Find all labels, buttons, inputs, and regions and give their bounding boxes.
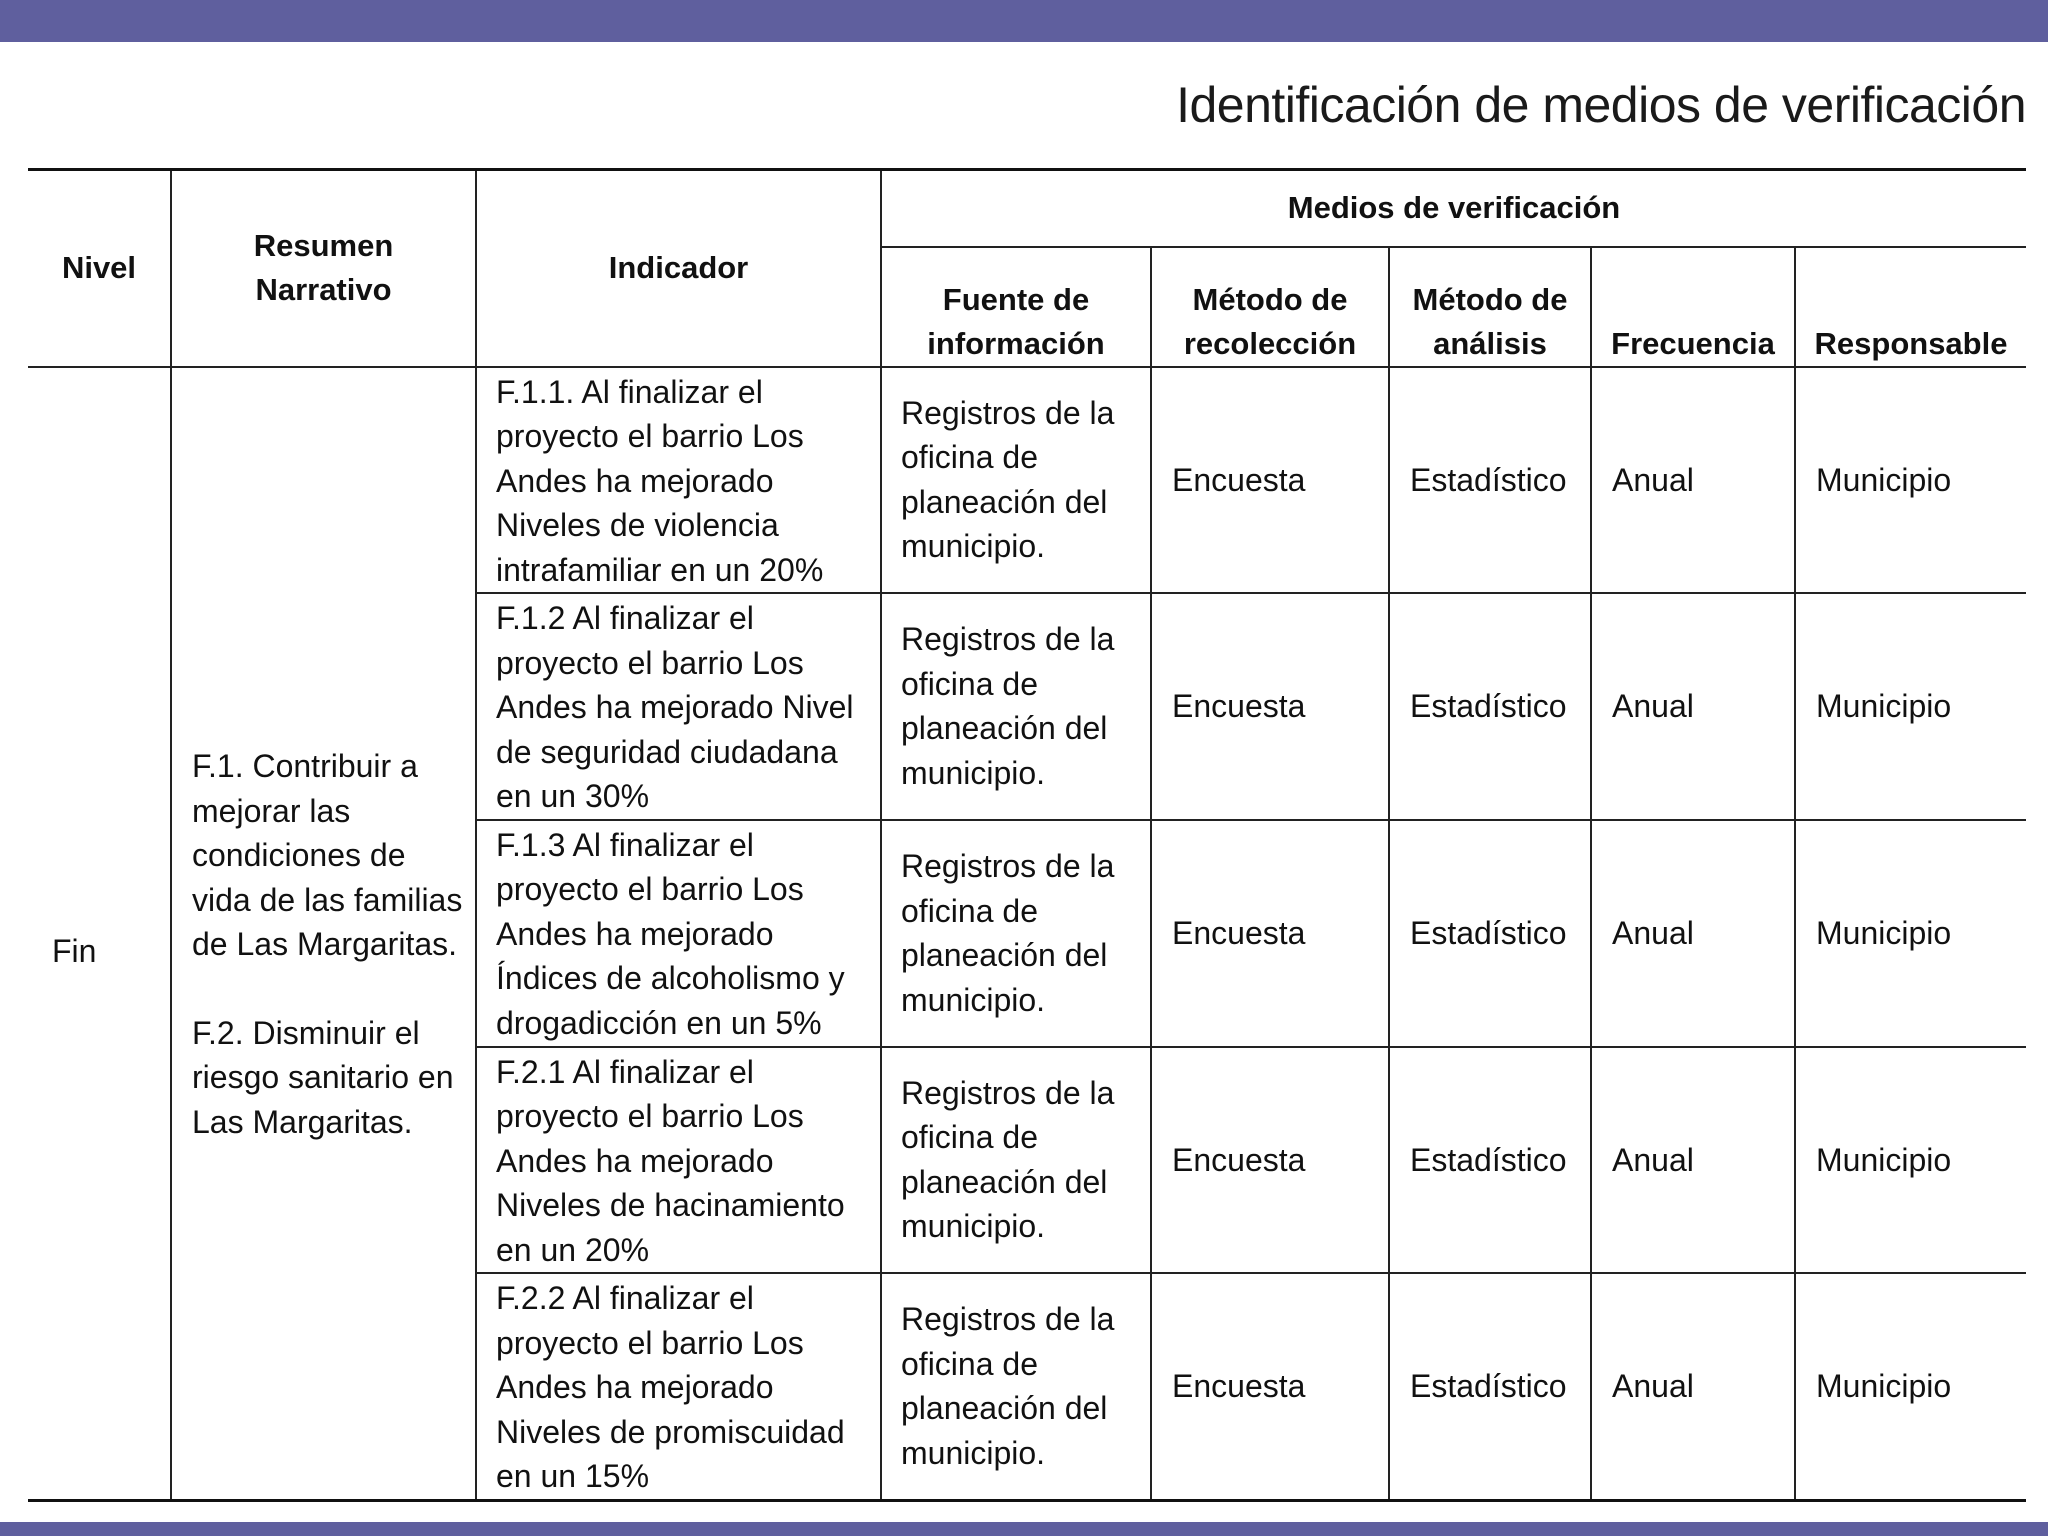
frecuencia-cell: Anual xyxy=(1591,820,1795,1047)
verification-table-container xyxy=(28,168,2026,1502)
verification-table xyxy=(28,168,2026,1502)
metodo-analisis-cell: Estadístico xyxy=(1389,367,1591,594)
fuente-cell: Registros de la oficina de planeación del municipio. xyxy=(881,1047,1151,1274)
fuente-cell: Registros de la oficina de planeación del municipio. xyxy=(881,820,1151,1047)
indicador-cell: F.2.2 Al finalizar el proyecto el barrio Los Andes ha mejorado Niveles de promiscuidad en un 15% xyxy=(476,1273,881,1500)
header-indicador: Indicador xyxy=(476,170,881,367)
slide-bottom-band xyxy=(0,1522,2048,1536)
metodo-recoleccion-cell: Encuesta xyxy=(1151,1273,1389,1500)
responsable-cell: Municipio xyxy=(1795,1047,2026,1274)
responsable-cell: Municipio xyxy=(1795,820,2026,1047)
header-resumen-narrativo: Resumen Narrativo xyxy=(171,170,476,367)
responsable-cell: Municipio xyxy=(1795,1273,2026,1500)
header-responsable: Responsable xyxy=(1795,247,2026,367)
header-frecuencia: Frecuencia xyxy=(1591,247,1795,367)
indicador-cell: F.2.1 Al finalizar el proyecto el barrio Los Andes ha mejorado Niveles de hacinamiento en un 20% xyxy=(476,1047,881,1274)
metodo-analisis-cell: Estadístico xyxy=(1389,1047,1591,1274)
fuente-cell: Registros de la oficina de planeación del municipio. xyxy=(881,593,1151,820)
indicador-cell: F.1.3 Al finalizar el proyecto el barrio Los Andes ha mejorado Índices de alcoholismo y drogadicción en un 5% xyxy=(476,820,881,1047)
responsable-cell: Municipio xyxy=(1795,593,2026,820)
frecuencia-cell: Anual xyxy=(1591,367,1795,594)
metodo-analisis-cell: Estadístico xyxy=(1389,1273,1591,1500)
metodo-recoleccion-cell: Encuesta xyxy=(1151,1047,1389,1274)
indicador-cell: F.1.2 Al finalizar el proyecto el barrio Los Andes ha mejorado Nivel de seguridad ciudadana en un 30% xyxy=(476,593,881,820)
frecuencia-cell: Anual xyxy=(1591,593,1795,820)
resumen-f1: F.1. Contribuir a mejorar las condiciones de vida de las familias de Las Margaritas. xyxy=(192,748,463,962)
header-nivel: Nivel xyxy=(28,170,171,367)
metodo-analisis-cell: Estadístico xyxy=(1389,820,1591,1047)
header-medios-de-verificacion: Medios de verificación xyxy=(881,170,2026,247)
responsable-cell: Municipio xyxy=(1795,367,2026,594)
frecuencia-cell: Anual xyxy=(1591,1273,1795,1500)
header-metodo-de-analisis: Método de análisis xyxy=(1389,247,1591,367)
fuente-cell: Registros de la oficina de planeación del municipio. xyxy=(881,1273,1151,1500)
metodo-recoleccion-cell: Encuesta xyxy=(1151,367,1389,594)
indicador-cell: F.1.1. Al finalizar el proyecto el barrio Los Andes ha mejorado Niveles de violencia intrafamiliar en un 20% xyxy=(476,367,881,594)
header-metodo-de-recoleccion: Método de recolección xyxy=(1151,247,1389,367)
frecuencia-cell: Anual xyxy=(1591,1047,1795,1274)
nivel-cell: Fin xyxy=(28,367,171,1501)
resumen-narrativo-cell xyxy=(171,367,476,1501)
metodo-recoleccion-cell: Encuesta xyxy=(1151,593,1389,820)
fuente-cell: Registros de la oficina de planeación del municipio. xyxy=(881,367,1151,594)
metodo-recoleccion-cell: Encuesta xyxy=(1151,820,1389,1047)
slide-top-band xyxy=(0,0,2048,42)
metodo-analisis-cell: Estadístico xyxy=(1389,593,1591,820)
table-row xyxy=(28,367,2026,594)
resumen-f2: F.2. Disminuir el riesgo sanitario en Las Margaritas. xyxy=(192,1014,454,1140)
header-fuente-de-informacion: Fuente de información xyxy=(881,247,1151,367)
slide-title: Identificación de medios de verificación xyxy=(1176,77,2026,133)
